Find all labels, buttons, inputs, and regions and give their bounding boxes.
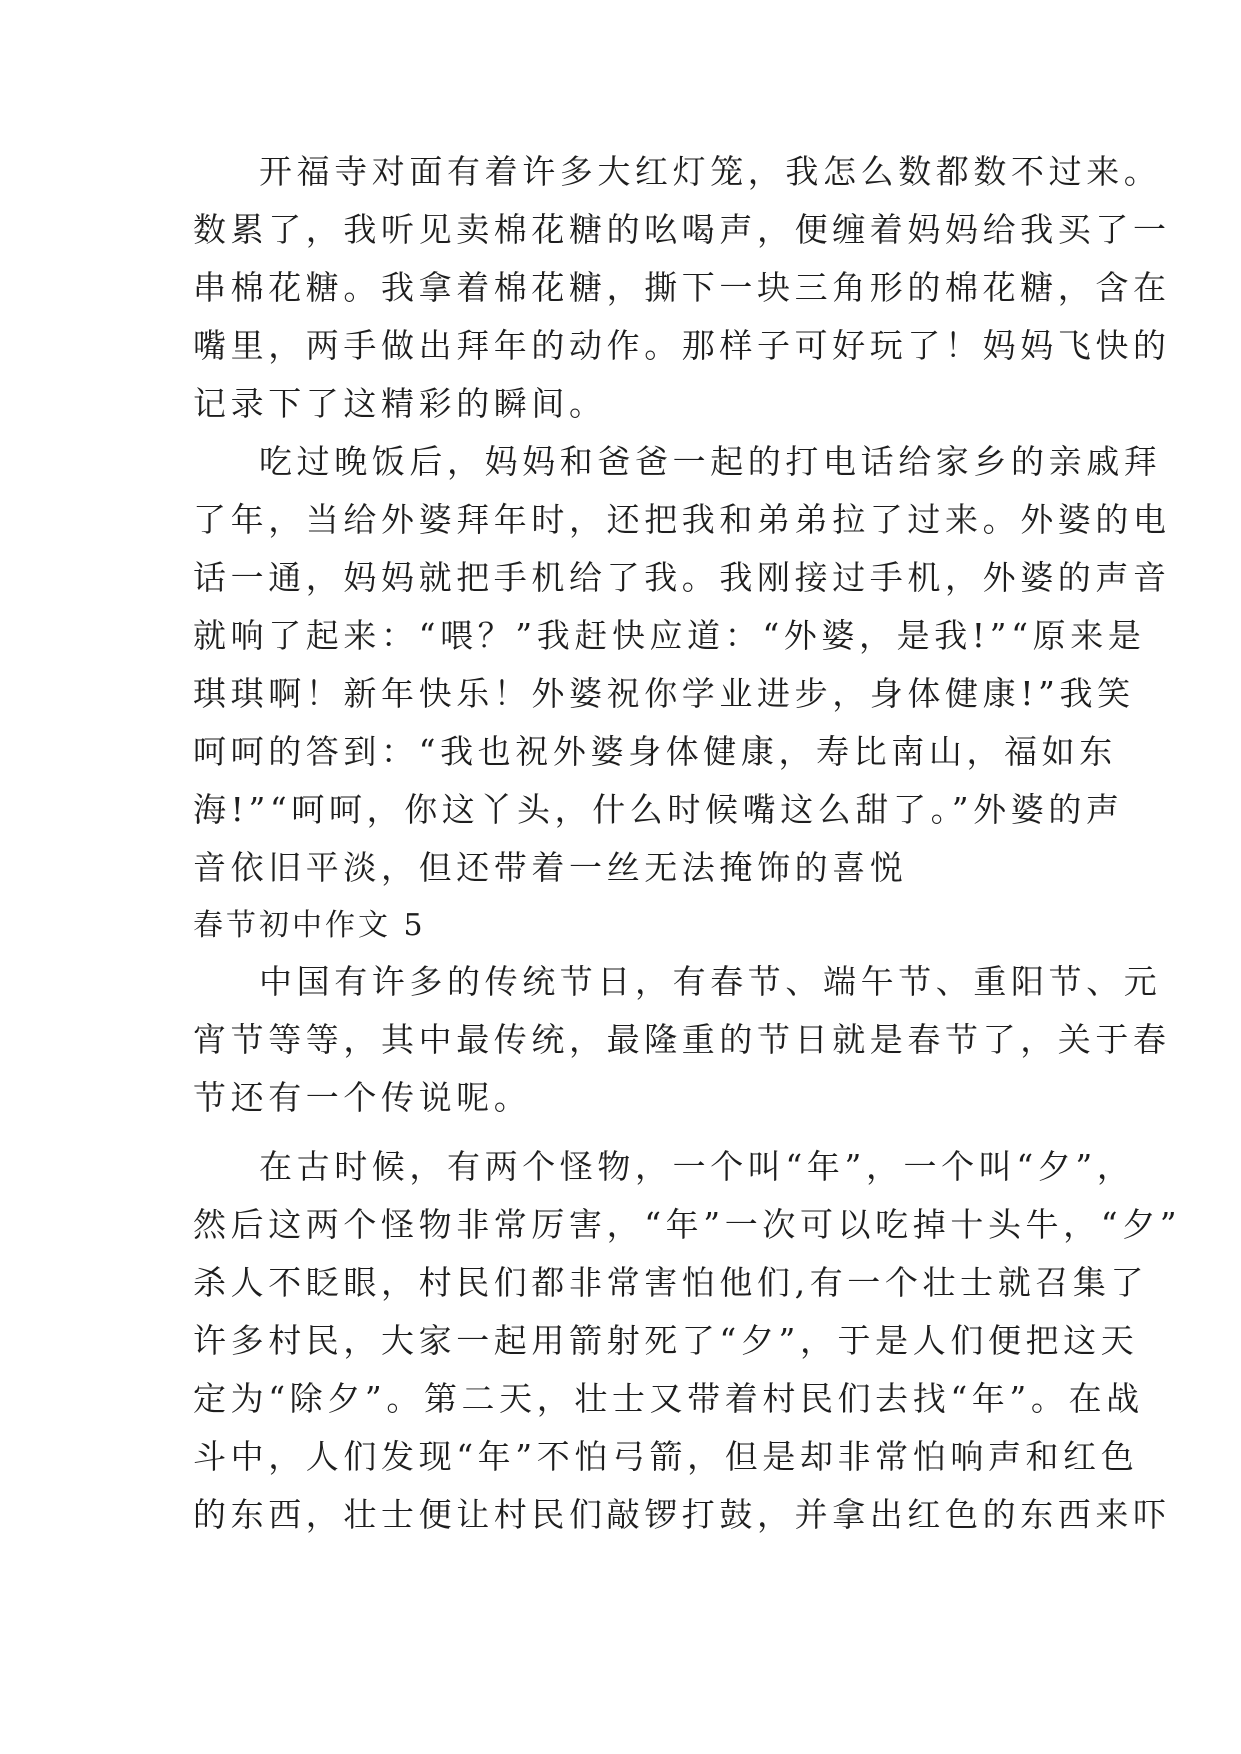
paragraph-2-line-7: 海!”“呵呵，你这丫头，什么时候嘴这么甜了。”外婆的声 — [193, 790, 1124, 829]
paragraph-4-line-6: 斗中，人们发现“年”不怕弓箭，但是却非常怕响声和红色 — [193, 1437, 1139, 1476]
paragraph-4-line-4: 许多村民，大家一起用箭射死了“夕”，于是人们便把这天 — [193, 1321, 1139, 1360]
paragraph-2-line-5: 琪琪啊！新年快乐！外婆祝你学业进步，身体健康!”我笑 — [193, 674, 1135, 713]
paragraph-4-line-3: 杀人不眨眼，村民们都非常害怕他们,有一个壮士就召集了 — [193, 1263, 1149, 1302]
paragraph-4-line-5: 定为“除夕”。第二天，壮士又带着村民们去找“年”。在战 — [193, 1379, 1144, 1418]
paragraph-2-line-4: 就响了起来：“喂？”我赶快应道：“外婆，是我!”“原来是 — [193, 616, 1146, 655]
paragraph-1-line-1: 开福寺对面有着许多大红灯笼，我怎么数都数不过来。 — [259, 152, 1162, 191]
paragraph-3-line-3: 节还有一个传说呢。 — [193, 1078, 532, 1117]
paragraph-2-line-8: 音依旧平淡，但还带着一丝无法掩饰的喜悦 — [193, 848, 908, 887]
paragraph-3-line-2: 宵节等等，其中最传统，最隆重的节日就是春节了，关于春 — [193, 1020, 1171, 1059]
paragraph-4-line-7: 的东西，壮士便让村民们敲锣打鼓，并拿出红色的东西来吓 — [193, 1495, 1171, 1534]
paragraph-1-line-3: 串棉花糖。我拿着棉花糖，撕下一块三角形的棉花糖，含在 — [193, 268, 1171, 307]
paragraph-1-line-5: 记录下了这精彩的瞬间。 — [193, 384, 607, 423]
paragraph-4-line-1: 在古时候，有两个怪物，一个叫“年”，一个叫“夕”， — [259, 1147, 1135, 1186]
section-heading: 春节初中作文 5 — [193, 908, 426, 943]
paragraph-2-line-6: 呵呵的答到：“我也祝外婆身体健康，寿比南山，福如东 — [193, 732, 1117, 771]
paragraph-2-line-3: 话一通，妈妈就把手机给了我。我刚接过手机，外婆的声音 — [193, 558, 1171, 597]
paragraph-3-line-1: 中国有许多的传统节日，有春节、端午节、重阳节、元 — [259, 962, 1162, 1001]
paragraph-2-line-2: 了年，当给外婆拜年时，还把我和弟弟拉了过来。外婆的电 — [193, 500, 1171, 539]
paragraph-1-line-2: 数累了，我听见卖棉花糖的吆喝声，便缠着妈妈给我买了一 — [193, 210, 1171, 249]
paragraph-1-line-4: 嘴里，两手做出拜年的动作。那样子可好玩了！妈妈飞快的 — [193, 326, 1171, 365]
paragraph-2-line-1: 吃过晚饭后，妈妈和爸爸一起的打电话给家乡的亲戚拜 — [259, 442, 1162, 481]
paragraph-4-line-2: 然后这两个怪物非常厉害，“年”一次可以吃掉十头牛，“夕” — [193, 1205, 1182, 1244]
